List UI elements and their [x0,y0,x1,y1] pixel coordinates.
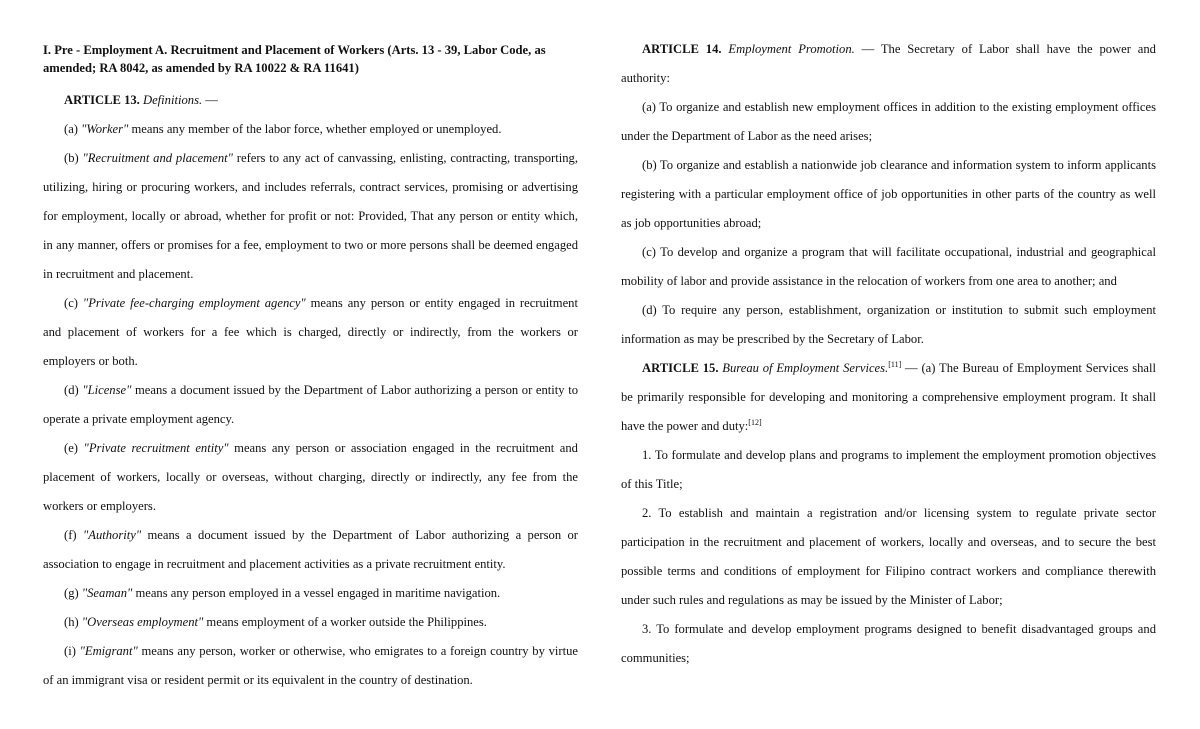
article-13-title: ARTICLE 13. Definitions. — [64,93,218,107]
footnote-ref-12[interactable]: [12] [748,417,762,427]
article-13-number: ARTICLE 13. [64,93,140,107]
article-14-a: (a) To organize and establish new employment offices in addition to the existing employment offices under the Department of Labor as the need arises; [621,100,1156,143]
article-15-intro: ARTICLE 15. Bureau of Employment Services.[11] — (a) The Bureau of Employment Services shall be primarily responsible for developing and monitoring a comprehensive employment program. It shall have the power and duty:[12] [621,359,1156,433]
definition-h: (h) "Overseas employment" means employment of a worker outside the Philippines. [64,615,487,629]
definition-c: (c) "Private fee-charging employment agency" means any person or entity engaged in recruitment and placement of workers for a fee which is charged, directly or indirectly, from the workers or employers or both. [43,296,578,368]
right-column [621,35,1156,673]
article-13-heading: Definitions. [143,93,203,107]
definition-f: (f) "Authority" means a document issued by the Department of Labor authorizing a person or association to engage in recruitment and placement activities as a private recruitment entity. [43,528,578,571]
definition-i: (i) "Emigrant" means any person, worker or otherwise, who emigrates to a foreign country by virtue of an immigrant visa or resident permit or its equivalent in the country of destination. [43,644,578,687]
footnote-ref-11[interactable]: [11] [888,359,902,369]
article-15-item-2: 2. To establish and maintain a registration and/or licensing system to regulate private sector participation in the recruitment and placement of workers, locally and overseas, and to secure the best possible terms and conditions of employment for Filipino contract workers and compliance therewith under such rules and regulations as may be issued by the Minister of Labor; [621,506,1156,607]
article-15-item-3: 3. To formulate and develop employment programs designed to benefit disadvantaged groups and communities; [621,622,1156,665]
section-heading: I. Pre - Employment A. Recruitment and Placement of Workers (Arts. 13 - 39, Labor Code, as amended; RA 8042, as amended by RA 10022 & RA 11641) [43,43,546,75]
definition-d: (d) "License" means a document issued by the Department of Labor authorizing a person or entity to operate a private employment agency. [43,383,578,426]
article-14-b: (b) To organize and establish a nationwide job clearance and information system to inform applicants registering with a particular employment office of job opportunities in other parts of the country as well as job opportunities abroad; [621,158,1156,230]
definition-b: (b) "Recruitment and placement" refers to any act of canvassing, enlisting, contracting, transporting, utilizing, hiring or procuring workers, and includes referrals, contract services, promising or advertising for employment, locally or abroad, whether for profit or not: Provided, That any person or entity which, in any manner, offers or promises for a fee, employment to two or more persons shall be deemed engaged in recruitment and placement. [43,151,578,281]
definition-a: (a) "Worker" means any member of the labor force, whether employed or unemployed. [64,122,502,136]
article-15-item-1: 1. To formulate and develop plans and programs to implement the employment promotion objectives of this Title; [621,448,1156,491]
definition-g: (g) "Seaman" means any person employed in a vessel engaged in maritime navigation. [64,586,501,600]
left-column [43,36,578,695]
definition-e: (e) "Private recruitment entity" means any person or association engaged in the recruitment and placement of workers, locally or overseas, without charging, directly or indirectly, any fee from the workers or employers. [43,441,578,513]
article-14-intro: ARTICLE 14. Employment Promotion. — The Secretary of Labor shall have the power and authority: [621,42,1156,85]
article-14-d: (d) To require any person, establishment, organization or institution to submit such employment information as may be prescribed by the Secretary of Labor. [621,303,1156,346]
article-14-c: (c) To develop and organize a program that will facilitate occupational, industrial and geographical mobility of labor and provide assistance in the relocation of workers from one area to another; and [621,245,1156,288]
